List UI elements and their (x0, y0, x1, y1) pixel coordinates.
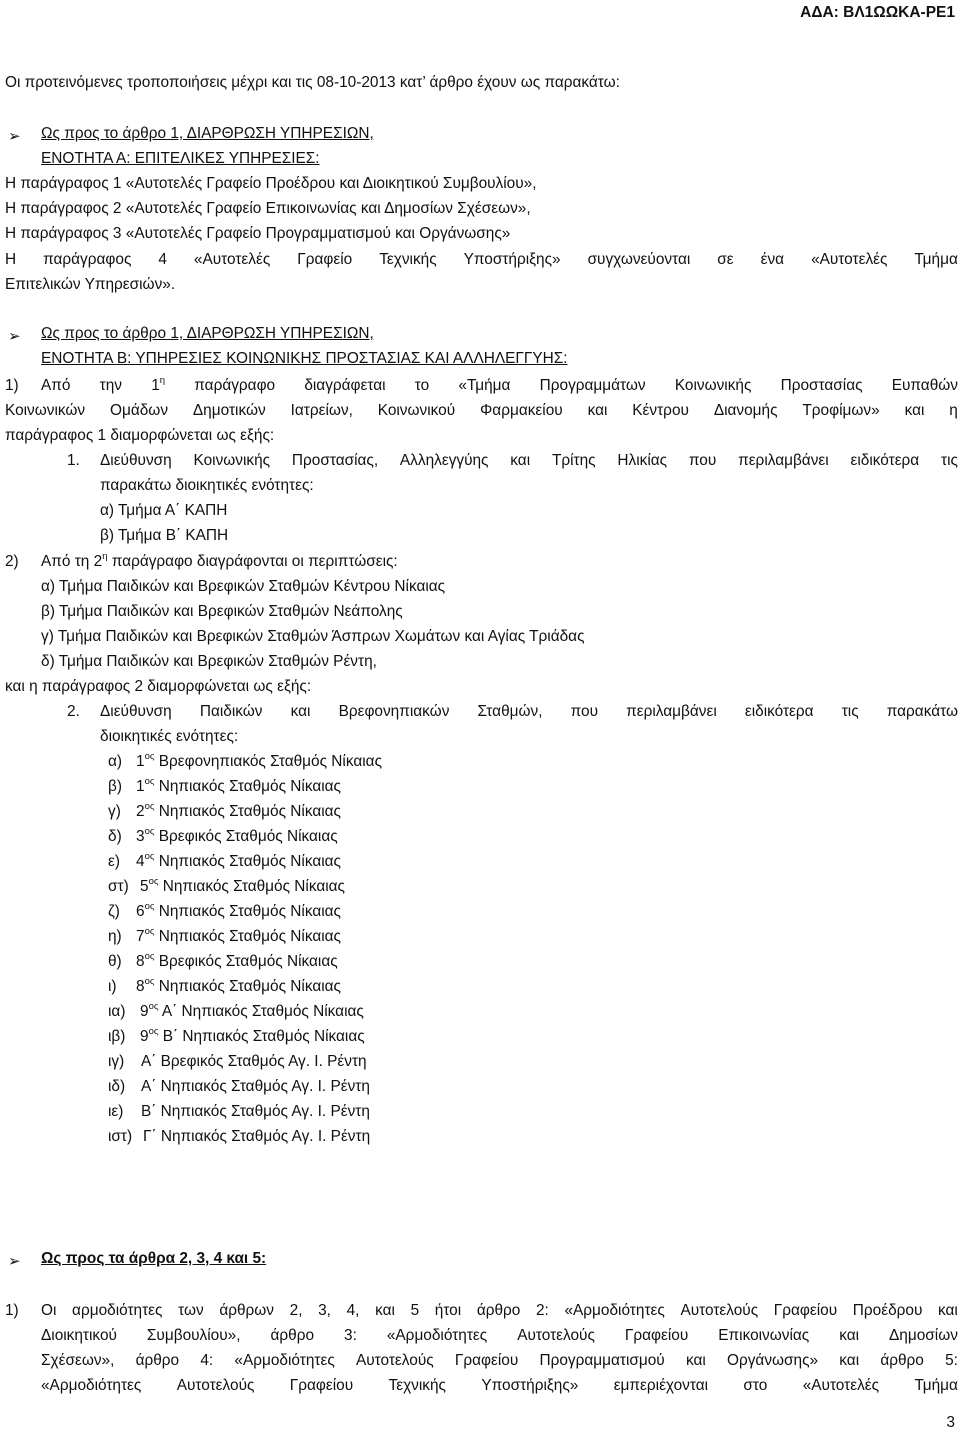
station-label: δ) (108, 828, 122, 845)
s1-line-1: Η παράγραφος 1 «Αυτοτελές Γραφείο Προέδρου και Διοικητικού Συμβουλίου», (5, 175, 537, 192)
station-label: ι) (108, 978, 117, 995)
word: παρακάτω (886, 703, 958, 720)
word: Η (5, 251, 17, 268)
s3-heading: Ως προς τα άρθρα 2, 3, 4 και 5: (41, 1250, 267, 1267)
word: Ευπαθών (891, 377, 958, 394)
station-label: ε) (108, 853, 120, 870)
station-label: στ) (108, 878, 129, 895)
word: Αυτοτελούς (176, 1377, 255, 1394)
word: Αλληλεγγύης (399, 452, 489, 469)
station-label: θ) (108, 953, 122, 970)
word: Κοινωνικής (193, 452, 271, 469)
arrow-bullet-icon: ➢ (8, 128, 21, 145)
station-label: η) (108, 928, 122, 945)
station-name: $5^{o\varsigma}$ Νηπιακός Σταθμός Νίκαιας (140, 875, 345, 895)
s1-line-2: Η παράγραφος 2 «Αυτοτελές Γραφείο Επικοινωνίας και Δημοσίων Σχέσεων», (5, 200, 531, 217)
station-label: γ) (108, 803, 121, 820)
word: 3: (344, 1327, 357, 1344)
word: «Αρμοδιότητες (41, 1377, 142, 1394)
s2-heading-2: ΕΝΟΤΗΤΑ Β: ΥΠΗΡΕΣΙΕΣ ΚΟΙΝΩΝΙΚΗΣ ΠΡΟΣΤΑΣΙΑΣ ΚΑΙ ΑΛΛΗΛΕΓΓΥΗΣ: (41, 350, 568, 367)
word: άρθρο (476, 1302, 521, 1319)
word: Τεχνικής (379, 251, 437, 268)
s2-p1-number: 1) (5, 377, 19, 394)
word: που (688, 452, 717, 469)
station-name: $6^{o\varsigma}$ Νηπιακός Σταθμός Νίκαιας (136, 900, 341, 920)
s3-line-1 (41, 1302, 958, 1320)
word: «Αρμοδιότητες (564, 1302, 665, 1319)
station-name: $7^{o\varsigma}$ Νηπιακός Σταθμός Νίκαιας (136, 925, 341, 945)
word: Γραφείου (454, 1352, 519, 1369)
station-name: $1^{o\varsigma}$ Νηπιακός Σταθμός Νίκαιας (136, 775, 341, 795)
word: Ηλικίας (617, 452, 668, 469)
word: Τρίτης (551, 452, 596, 469)
word: Δημοτικών (192, 402, 266, 419)
word: Γραφείο (297, 251, 353, 268)
word: Αυτοτελούς (680, 1302, 759, 1319)
station-label: ιε) (108, 1103, 124, 1120)
s3-line-3 (41, 1352, 958, 1370)
word: Δημοσίων (889, 1327, 958, 1344)
word: η (949, 402, 958, 419)
intro-text: Οι προτεινόμενες τροποποιήσεις μέχρι και τις 08-10-2013 κατ’ άρθρο έχουν ως παρακάτω: (5, 74, 620, 91)
arrow-bullet-icon: ➢ (8, 328, 21, 345)
station-label: ια) (108, 1003, 126, 1020)
word: συγχωνεύονται (587, 251, 691, 268)
word: και (290, 703, 311, 720)
station-label: ιβ) (108, 1028, 126, 1045)
word: Γραφείου (289, 1377, 354, 1394)
s2-p2-line: Από τη $2^\eta$ παράγραφο διαγράφονται οι περιπτώσεις: (41, 550, 398, 570)
s2-p1-line-2 (5, 402, 958, 420)
word: άρθρο (880, 1352, 924, 1369)
word: Σχέσεων», (41, 1352, 115, 1369)
word: 2, (289, 1302, 303, 1319)
s2-p2-case-d: δ) Τμήμα Παιδικών και Βρεφικών Σταθμών Ρέντη, (41, 653, 377, 670)
word: «Τμήμα (458, 377, 511, 394)
word: και (685, 1352, 706, 1369)
word: Κοινωνικών (5, 402, 86, 419)
word: Κοινωνικού (377, 402, 456, 419)
station-label: α) (108, 753, 123, 770)
word: Τμήμα (914, 1377, 958, 1394)
s2-p2-item-line-1 (100, 703, 958, 721)
word: Σταθμών, (477, 703, 543, 720)
s2-p1-item-number: 1. (67, 452, 80, 469)
word: των (178, 1302, 204, 1319)
s2-p2-item-number: 2. (67, 703, 80, 720)
s2-p1-item-line-1 (100, 452, 958, 470)
word: 4 (158, 251, 167, 268)
word: αρμοδιότητες (72, 1302, 163, 1319)
word: Προγραμματισμού (539, 1352, 665, 1369)
station-name: $9^{o\varsigma}$ Β΄ Νηπιακός Σταθμός Νίκαιας (140, 1025, 365, 1045)
s2-p2-after: και η παράγραφος 2 διαμορφώνεται ως εξής: (5, 678, 312, 695)
word: 4, (346, 1302, 360, 1319)
word: Επικοινωνίας (718, 1327, 810, 1344)
word: 2: (535, 1302, 549, 1319)
word: παράγραφος (43, 251, 132, 268)
s2-p1-line-3: παράγραφος 1 διαμορφώνεται ως εξής: (5, 427, 275, 444)
word: Αυτοτελούς (517, 1327, 595, 1344)
word: Διεύθυνση (100, 703, 172, 720)
word: «Αυτοτελές (802, 1377, 880, 1394)
s2-p2-case-a: α) Τμήμα Παιδικών και Βρεφικών Σταθμών Κέντρου Νίκαιας (41, 578, 446, 595)
station-name: $1^{o\varsigma}$ Βρεφονηπιακός Σταθμός Νίκαιας (136, 750, 382, 770)
station-name: Α΄ Βρεφικός Σταθμός Αγ. Ι. Ρέντη (141, 1053, 367, 1070)
station-label: ζ) (108, 903, 120, 920)
word: ειδικότερα (850, 452, 920, 469)
station-name: $9^{o\varsigma}$ Α΄ Νηπιακός Σταθμός Νίκαιας (140, 1000, 364, 1020)
word: Τεχνικής (388, 1377, 446, 1394)
word: και (375, 1302, 395, 1319)
s1-line-5: Επιτελικών Υπηρεσιών». (5, 276, 176, 293)
s1-line-4 (5, 251, 958, 269)
word: Φαρμακείου (480, 402, 563, 419)
word: περιλαμβάνει (626, 703, 717, 720)
word: Διοικητικού (41, 1327, 117, 1344)
word: 5: (945, 1352, 958, 1369)
word: Υποστήριξης» (481, 1377, 579, 1394)
word: Προστασίας (780, 377, 863, 394)
word: περιλαμβάνει (738, 452, 829, 469)
s2-p1-sub-b: β) Τμήμα Β΄ ΚΑΠΗ (100, 527, 229, 544)
station-label: β) (108, 778, 122, 795)
word: σε (717, 251, 734, 268)
s2-p2-case-b: β) Τμήμα Παιδικών και Βρεφικών Σταθμών Νεάπολης (41, 603, 403, 620)
page-number: 3 (946, 1414, 955, 1431)
word: Οι (41, 1302, 57, 1319)
word: Γραφείου (773, 1302, 838, 1319)
word: Συμβουλίου», (146, 1327, 241, 1344)
word: «Αρμοδιότητες (386, 1327, 488, 1344)
word: 3, (318, 1302, 331, 1319)
s3-p-number: 1) (5, 1302, 19, 1319)
word: Βρεφονηπιακών (338, 703, 450, 720)
word: «Αυτοτελές (811, 251, 888, 268)
s2-p1-item-line-2: παρακάτω διοικητικές ενότητες: (100, 477, 314, 494)
s1-heading-1: Ως προς το άρθρο 1, ΔΙΑΡΘΡΩΣΗ ΥΠΗΡΕΣΙΩΝ, (41, 125, 374, 142)
word: «Αρμοδιότητες (234, 1352, 335, 1369)
word: εμπεριέχονται (613, 1377, 709, 1394)
arrow-bullet-icon: ➢ (8, 1253, 21, 1270)
word: Διεύθυνση (100, 452, 172, 469)
station-name: Α΄ Νηπιακός Σταθμός Αγ. Ι. Ρέντη (141, 1078, 370, 1095)
word: και (510, 452, 531, 469)
word: την (99, 377, 122, 394)
word: που (570, 703, 598, 720)
s1-line-3: Η παράγραφος 3 «Αυτοτελές Γραφείο Προγραμματισμού και Οργάνωσης» (5, 225, 511, 242)
word: και (587, 402, 608, 419)
word: άρθρο (270, 1327, 315, 1344)
word: Κοινωνικής (674, 377, 752, 394)
word: ήτοι (434, 1302, 462, 1319)
station-name: $3^{o\varsigma}$ Βρεφικός Σταθμός Νίκαιας (136, 825, 338, 845)
word: Από (41, 377, 71, 394)
word: και (904, 402, 925, 419)
word: Προέδρου (852, 1302, 923, 1319)
s2-p1-sub-a: α) Τμήμα Α΄ ΚΑΠΗ (100, 502, 228, 519)
word: Κέντρου (632, 402, 689, 419)
station-label: ιγ) (108, 1053, 125, 1070)
station-name: $8^{o\varsigma}$ Βρεφικός Σταθμός Νίκαιας (136, 950, 338, 970)
word: Αυτοτελούς (355, 1352, 434, 1369)
s3-line-4 (41, 1377, 958, 1395)
word: Προγραμμάτων (539, 377, 646, 394)
station-name: $2^{o\varsigma}$ Νηπιακός Σταθμός Νίκαιας (136, 800, 341, 820)
s1-heading-2: ΕΝΟΤΗΤΑ Α: ΕΠΙΤΕΛΙΚΕΣ ΥΠΗΡΕΣΙΕΣ: (41, 150, 320, 167)
word: Οργάνωσης» (727, 1352, 819, 1369)
s2-heading-1: Ως προς το άρθρο 1, ΔΙΑΡΘΡΩΣΗ ΥΠΗΡΕΣΙΩΝ, (41, 325, 374, 342)
word: και (839, 1327, 860, 1344)
s2-p2-case-c: γ) Τμήμα Παιδικών και Βρεφικών Σταθμών Άσπρων Χωμάτων και Αγίας Τριάδας (41, 628, 585, 645)
word: το (414, 377, 430, 394)
word: ειδικότερα (744, 703, 814, 720)
ada-code: ΑΔΑ: ΒΛ1ΩΩΚΑ-ΡΕ1 (800, 4, 955, 21)
station-name: $8^{o\varsigma}$ Νηπιακός Σταθμός Νίκαιας (136, 975, 341, 995)
word: Γραφείου (624, 1327, 689, 1344)
word: $1^\eta$ (151, 374, 166, 394)
word: 4: (200, 1352, 214, 1369)
word: Τμήμα (914, 251, 958, 268)
word: τις (841, 703, 859, 720)
word: διαγράφεται (304, 377, 386, 394)
s2-p1-line-1 (41, 374, 958, 395)
word: άρθρων (219, 1302, 274, 1319)
station-label: ιστ) (108, 1128, 133, 1145)
word: Διανομής (713, 402, 778, 419)
word: παράγραφο (194, 377, 276, 394)
word: Ομάδων (110, 402, 169, 419)
word: Παιδικών (199, 703, 263, 720)
station-label: ιδ) (108, 1078, 126, 1095)
station-name: Γ΄ Νηπιακός Σταθμός Αγ. Ι. Ρέντη (143, 1128, 371, 1145)
word: «Αυτοτελές (193, 251, 271, 268)
word: Υποστήριξης» (463, 251, 561, 268)
word: άρθρο (135, 1352, 180, 1369)
word: Προστασίας, (291, 452, 379, 469)
s3-line-2 (41, 1327, 958, 1345)
word: και (938, 1302, 958, 1319)
word: ένα (760, 251, 785, 268)
station-name: $4^{o\varsigma}$ Νηπιακός Σταθμός Νίκαιας (136, 850, 341, 870)
word: τις (941, 452, 958, 469)
station-name: Β΄ Νηπιακός Σταθμός Αγ. Ι. Ρέντη (141, 1103, 370, 1120)
word: στο (743, 1377, 768, 1394)
word: Τροφίμων» (802, 402, 880, 419)
s2-p2-item-line-2: διοικητικές ενότητες: (100, 728, 239, 745)
s2-p2-number: 2) (5, 553, 19, 570)
word: 5 (410, 1302, 420, 1319)
word: Ιατρείων, (290, 402, 353, 419)
word: και (839, 1352, 860, 1369)
